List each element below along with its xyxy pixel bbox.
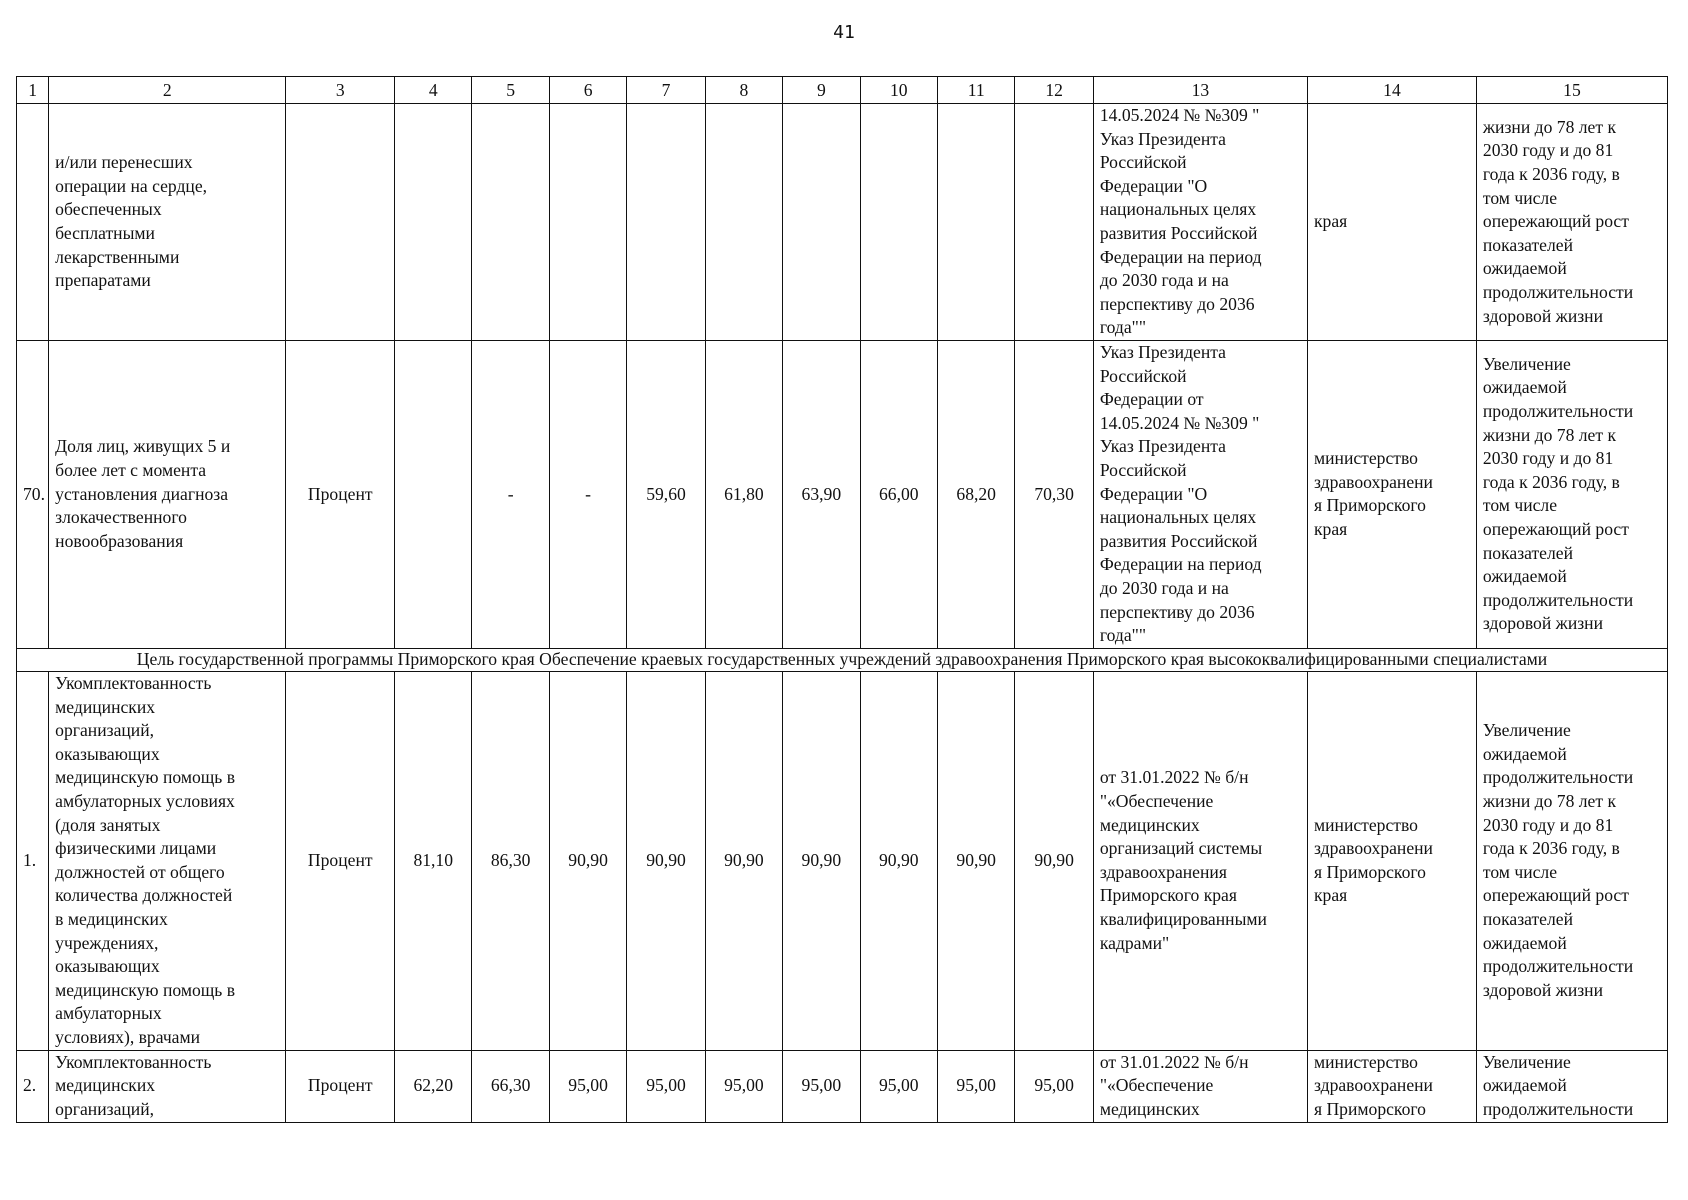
responsible-cell: края [1307, 104, 1476, 341]
column-header: 7 [627, 77, 705, 104]
table-row [17, 341, 1668, 649]
value-cell: 68,20 [937, 341, 1014, 649]
row-index: 2. [17, 1050, 49, 1122]
result-cell: жизни до 78 лет к 2030 году и до 81 года к 2036 году, в том числе опережающий рост показателей ожидаемой продолжительности здоровой жизни [1476, 104, 1667, 341]
value-cell: 95,00 [705, 1050, 782, 1122]
value-cell: 90,90 [705, 671, 782, 1050]
result-cell: Увеличение ожидаемой продолжительности жизни до 78 лет к 2030 году и до 81 года к 2036 году, в том числе опережающий рост показателей ожидаемой продолжительности здоровой жизни [1476, 341, 1667, 649]
value-cell [860, 104, 937, 341]
document-cell: 14.05.2024 № №309 " Указ Президента Российской Федерации "О национальных целях развития Российской Федерации на период до 2030 года и на перспективу до 2036 года"" [1093, 104, 1307, 341]
value-cell: 62,20 [395, 1050, 472, 1122]
value-cell: 66,00 [860, 341, 937, 649]
value-cell [705, 104, 782, 341]
value-cell [1015, 104, 1093, 341]
goal-row [17, 648, 1668, 671]
column-header: 11 [937, 77, 1014, 104]
unit-cell [286, 104, 395, 341]
value-cell: 90,90 [627, 671, 705, 1050]
indicator-name: и/или перенесших операции на сердце, обеспеченных бесплатными лекарственными препаратами [49, 104, 286, 341]
result-cell: Увеличение ожидаемой продолжительности [1476, 1050, 1667, 1122]
value-cell: 90,90 [783, 671, 860, 1050]
responsible-cell: министерство здравоохранени я Приморского [1307, 1050, 1476, 1122]
column-header: 3 [286, 77, 395, 104]
value-cell [549, 104, 626, 341]
value-cell: 95,00 [937, 1050, 1014, 1122]
value-cell: 95,00 [627, 1050, 705, 1122]
value-cell [472, 104, 549, 341]
value-cell: 90,90 [860, 671, 937, 1050]
indicator-name: Укомплектованность медицинских организаций, оказывающих медицинскую помощь в амбулаторных условиях (доля занятых физическими лицами должностей от общего количества должностей в медицинских учреждениях, оказывающих медицинскую помощь в амбулаторных условиях), врачами [49, 671, 286, 1050]
document-cell: от 31.01.2022 № б/н "«Обеспечение медицинских организаций системы здравоохранения Приморского края квалифицированными кадрами" [1093, 671, 1307, 1050]
column-header: 1 [17, 77, 49, 104]
column-header: 4 [395, 77, 472, 104]
table-row [17, 671, 1668, 1050]
value-cell: 95,00 [549, 1050, 626, 1122]
value-cell: - [549, 341, 626, 649]
table-row [17, 1050, 1668, 1122]
column-header: 6 [549, 77, 626, 104]
responsible-cell: министерство здравоохранени я Приморского края [1307, 671, 1476, 1050]
document-cell: от 31.01.2022 № б/н "«Обеспечение медицинских [1093, 1050, 1307, 1122]
document-cell: Указ Президента Российской Федерации от 14.05.2024 № №309 " Указ Президента Российской Федерации "О национальных целях развития Российской Федерации на период до 2030 года и на перспективу до 2036 года"" [1093, 341, 1307, 649]
value-cell: 63,90 [783, 341, 860, 649]
value-cell: 95,00 [1015, 1050, 1093, 1122]
value-cell: 90,90 [937, 671, 1014, 1050]
value-cell: 61,80 [705, 341, 782, 649]
goal-heading: Цель государственной программы Приморского края Обеспечение краевых государственных учреждений здравоохранения Приморского края высококвалифицированными специалистами [17, 648, 1668, 671]
column-header: 2 [49, 77, 286, 104]
value-cell [395, 341, 472, 649]
row-index [17, 104, 49, 341]
row-index: 70. [17, 341, 49, 649]
table-row [17, 104, 1668, 341]
column-header: 9 [783, 77, 860, 104]
indicators-table [16, 76, 1668, 1123]
column-header: 12 [1015, 77, 1093, 104]
column-header: 5 [472, 77, 549, 104]
value-cell [395, 104, 472, 341]
unit-cell: Процент [286, 1050, 395, 1122]
value-cell: - [472, 341, 549, 649]
row-index: 1. [17, 671, 49, 1050]
unit-cell: Процент [286, 341, 395, 649]
column-numbers-row [17, 77, 1668, 104]
indicator-name: Доля лиц, живущих 5 и более лет с момента установления диагноза злокачественного новообразования [49, 341, 286, 649]
value-cell: 86,30 [472, 671, 549, 1050]
value-cell: 66,30 [472, 1050, 549, 1122]
value-cell: 81,10 [395, 671, 472, 1050]
column-header: 14 [1307, 77, 1476, 104]
value-cell [783, 104, 860, 341]
value-cell: 70,30 [1015, 341, 1093, 649]
value-cell [937, 104, 1014, 341]
indicator-name: Укомплектованность медицинских организаций, [49, 1050, 286, 1122]
value-cell: 95,00 [783, 1050, 860, 1122]
unit-cell: Процент [286, 671, 395, 1050]
page-number: 41 [833, 22, 855, 43]
value-cell: 95,00 [860, 1050, 937, 1122]
result-cell: Увеличение ожидаемой продолжительности жизни до 78 лет к 2030 году и до 81 года к 2036 году, в том числе опережающий рост показателей ожидаемой продолжительности здоровой жизни [1476, 671, 1667, 1050]
value-cell [627, 104, 705, 341]
column-header: 10 [860, 77, 937, 104]
column-header: 15 [1476, 77, 1667, 104]
value-cell: 59,60 [627, 341, 705, 649]
column-header: 13 [1093, 77, 1307, 104]
column-header: 8 [705, 77, 782, 104]
value-cell: 90,90 [1015, 671, 1093, 1050]
responsible-cell: министерство здравоохранени я Приморского края [1307, 341, 1476, 649]
value-cell: 90,90 [549, 671, 626, 1050]
